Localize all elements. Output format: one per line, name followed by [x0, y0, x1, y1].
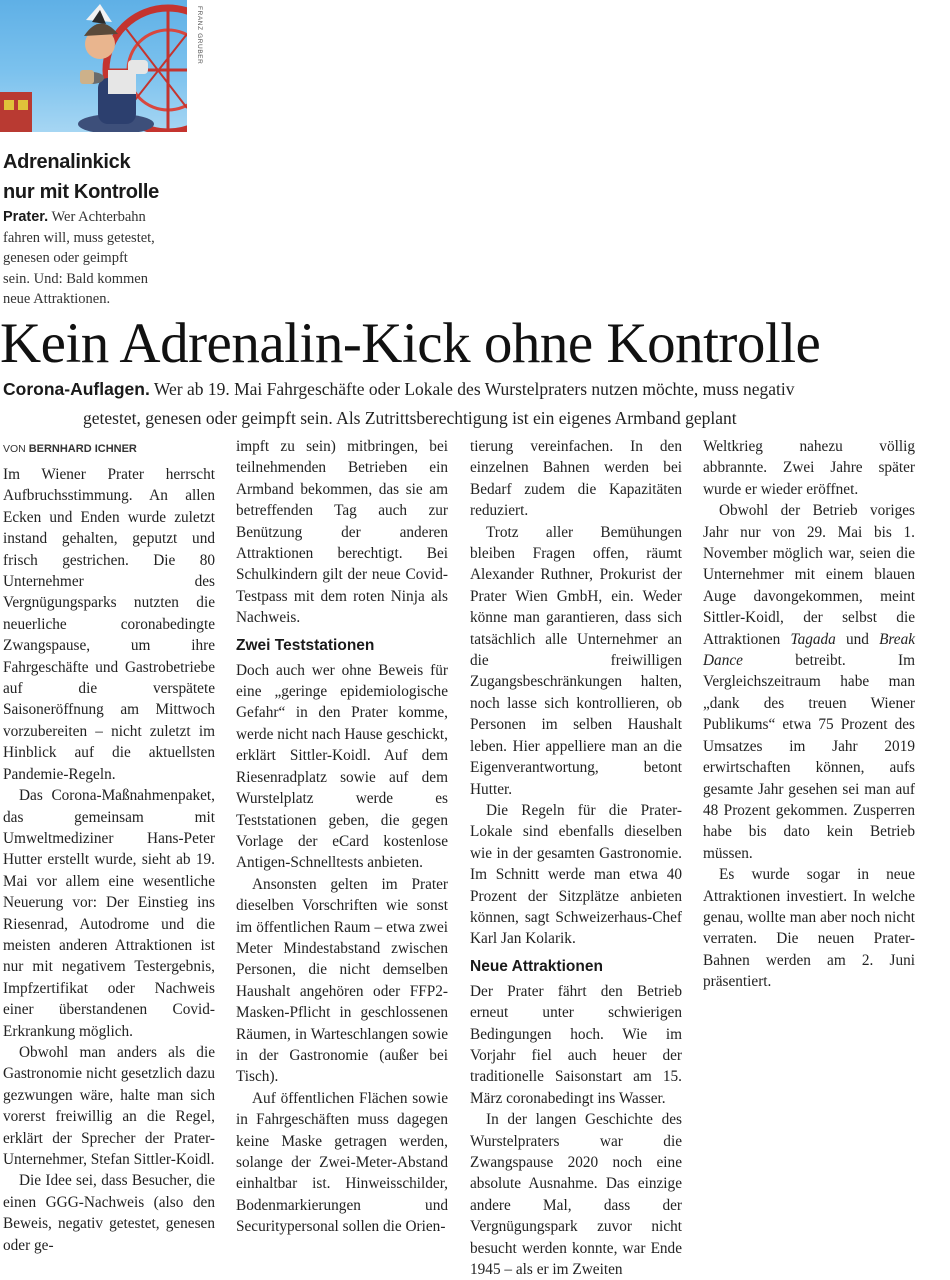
paragraph: Trotz aller Bemühungen bleiben Fragen offen, räumt Alexander Ruthner, Prokurist der Prater Wien GmbH, ein. Weder könne man garantieren, dass sich tatsächlich alle Unternehmer an die freiwilligen Zugangsbeschränkungen halten, noch lasse sich kontrollieren, ob Personen im selben Haushalt leben. Hier appelliere man an die Eigenverantwortung, betont Hutter. — [470, 523, 682, 798]
teaser-title-line: nur mit Kontrolle — [3, 181, 160, 203]
prater-figure-photo-icon — [0, 0, 187, 132]
article-deck — [3, 375, 947, 433]
paragraph: Es wurde sogar in neue Attraktionen investiert. In welche genau, wollte man aber noch nicht verraten. Die neuen Prater-Bahnen werden am 2. Juni präsentiert. — [703, 866, 915, 991]
photo-credit: FRANZ GRUBER — [196, 6, 203, 65]
paragraph-text: und — [845, 630, 869, 648]
teaser-title — [3, 147, 203, 207]
teaser-lead-line: neue Attraktionen. — [3, 291, 111, 307]
teaser-lead-line: sein. Und: Bald kommen — [3, 270, 148, 287]
article-column-3 — [470, 436, 682, 1280]
paragraph-text: betreibt. Im Vergleichszeitraum habe man „dank des treuen Wiener Publikums“ etwa 75 Prozent des Umsatzes im Jahr 2019 erwirtschaften können, aufs gesamte Jahr gesehen sei man auf 48 Prozent gekommen. Zusperren habe bis dato kein Betrieb müssen. — [703, 652, 915, 862]
teaser-kicker: Prater. — [3, 209, 49, 225]
byline-prefix: VON — [3, 443, 26, 455]
article-column-2 — [236, 436, 448, 1238]
paragraph: tierung vereinfachen. In den einzelnen Bahnen werden bei Bedarf zudem die Kapazitäten reduziert. — [470, 438, 682, 520]
paragraph: Die Regeln für die Prater-Lokale sind ebenfalls dieselben wie in der gesamten Gastronomie. Im Schnitt werde man etwa 40 Prozent der Sitzplätze anbieten können, sagt Schweizerhaus-Chef Karl Jan Kolarik. — [470, 801, 682, 948]
paragraph: Obwohl man anders als die Gastronomie nicht gesetzlich dazu gezwungen wäre, halte man sich vorerst freiwillig an die Regel, erklärt der Sprecher der Prater-Unternehmer, Stefan Sittler-Koidl. — [3, 1043, 215, 1168]
teaser-lead — [3, 207, 203, 310]
paragraph-text: Obwohl der Betrieb voriges Jahr nur von 29. Mai bis 1. November möglich war, seien die Unternehmer mit einem blauen Auge davongekommen, meint Sittler-Koidl, der selbst die Attraktionen — [703, 502, 915, 648]
article-column-4 — [703, 436, 915, 993]
deck-kicker: Corona-Auflagen. — [3, 379, 150, 399]
article-headline: Kein Adrenalin-Kick ohne Kontrolle — [0, 312, 821, 375]
article-photo — [0, 0, 187, 132]
subheading: Neue Attraktionen — [470, 957, 603, 975]
teaser-title-line: Adrenalinkick — [3, 151, 131, 173]
paragraph: Ansonsten gelten im Prater dieselben Vorschriften wie sonst im öffentlichen Raum – etwa zwei Meter Mindestabstand zwischen Personen, die nicht demselben Haushalt angehören oder FFP2-Masken-Pflicht in geschlossenen Räumen, in Warteschlangen sowie in der Gastronomie (außer bei Tisch). — [236, 875, 448, 1086]
paragraph: Auf öffentlichen Flächen sowie in Fahrgeschäften muss dagegen keine Maske getragen werden, solange der Zwei-Meter-Abstand einhaltbar ist. Hinweisschilder, Bodenmarkierungen und Securitypersonal sollen die Orien- — [236, 1089, 448, 1236]
teaser-lead-line: fahren will, muss getestet, — [3, 229, 155, 246]
attraction-name: Tagada — [790, 630, 836, 648]
paragraph — [703, 500, 915, 864]
attraction-name: Break Dance — [703, 630, 916, 670]
paragraph: In der langen Geschichte des Wurstelpraters war die Zwangspause 2020 noch eine absolute Ausnahme. Das einzige andere Mal, dass der Vergnügungspark zuvor nicht besucht werden konnte, war Ende 1945 – als er im Zweiten — [470, 1111, 682, 1279]
teaser-lead-line: Wer Achterbahn — [51, 209, 146, 225]
subheading: Zwei Teststationen — [236, 636, 375, 654]
paragraph: Weltkrieg nahezu völlig abbrannte. Zwei Jahre später wurde er wieder eröffnet. — [703, 438, 915, 498]
byline — [3, 440, 215, 458]
byline-author: BERNHARD ICHNER — [28, 443, 137, 455]
paragraph: Doch auch wer ohne Beweis für eine „geringe epidemiologische Gefahr“ in den Prater komme, werde nicht nach Hause geschickt, erklärt Sittler-Koidl. Auf dem Riesenradplatz sowie auf dem Wurstelplatz werde es Teststationen geben, die gegen Vorlage der eCard kostenlose Antigen-Schnelltests anbieten. — [236, 661, 448, 872]
paragraph: Im Wiener Prater herrscht Aufbruchsstimmung. An allen Ecken und Enden wurde zuletzt instand gehalten, geputzt und frisch gestrichen. Die 80 Unternehmer des Vergnügungsparks nutzten die neuerliche coronabedingte Zwangspause, um ihre Fahrgeschäfte und Gastrobetriebe auf die verspätete Saisoneröffnung am Mittwoch vorzubereiten – nicht zuletzt im Hinblick auf die aktuellsten Pandemie-Regeln. — [3, 466, 215, 783]
teaser-lead-line: genesen oder geimpft — [3, 250, 128, 266]
paragraph: impft zu sein) mitbringen, bei teilnehmenden Betrieben ein Armband bekommen, das sie am betreffenden Tag auch zur Benützung der anderen Attraktionen berechtigt. Bei Schulkindern gilt der neue Covid-Testpass mit dem roten Ninja als Nachweis. — [236, 438, 448, 627]
paragraph: Die Idee sei, dass Besucher, die einen GGG-Nachweis (also den Beweis, negativ getestet, genesen oder ge- — [3, 1172, 215, 1254]
article-column-1 — [3, 440, 215, 1256]
paragraph: Der Prater fährt den Betrieb erneut unter schwierigen Bedingungen hoch. Wie im Vorjahr fiel auch heuer der traditionelle Saisonstart am 15. März coronabedingt ins Wasser. — [470, 982, 682, 1107]
deck-line: Wer ab 19. Mai Fahrgeschäfte oder Lokale des Wurstelpraters nutzen möchte, muss negativ — [153, 379, 795, 399]
paragraph: Das Corona-Maßnahmenpaket, das gemeinsam mit Umweltmediziner Hans-Peter Hutter erstellt wurde, sieht ab 19. Mai vor allem eine wesentliche Neuerung vor: Der Einstieg ins Riesenrad, Autodrome und die meisten anderen Attraktionen ist nur mit negativem Testergebnis, Impfzertifikat oder Nachweis einer überstandenen Covid-Erkrankung möglich. — [3, 787, 215, 1040]
deck-line: getestet, genesen oder geimpft sein. Als Zutrittsberechtigung ist ein eigenes Armband geplant — [83, 408, 737, 428]
